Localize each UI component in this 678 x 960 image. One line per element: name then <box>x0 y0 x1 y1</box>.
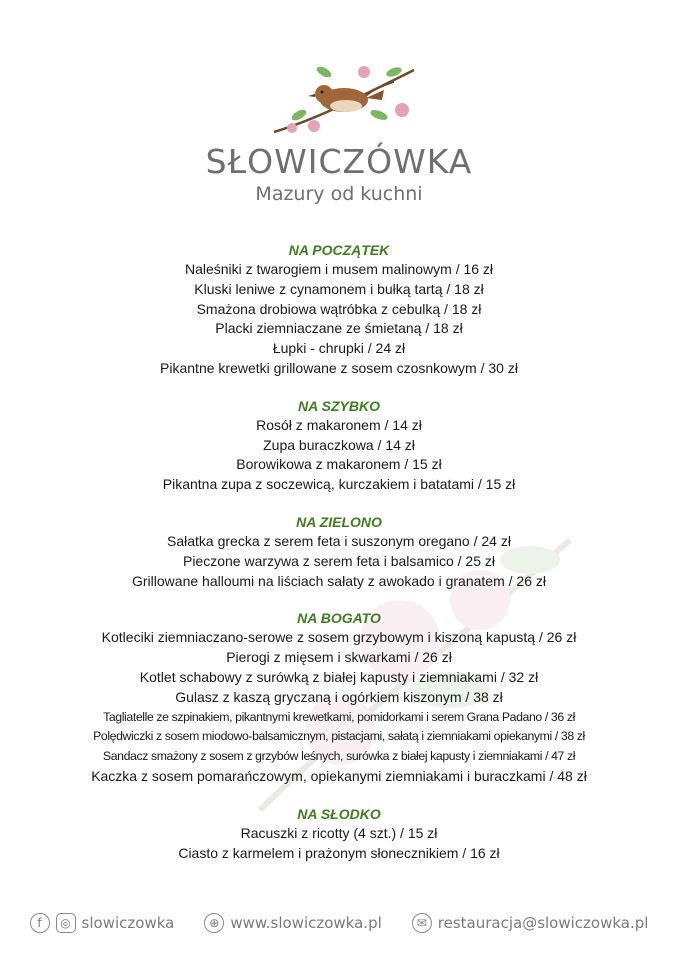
section-title: NA POCZĄTEK <box>288 242 390 258</box>
menu-section-na-szybko <box>0 396 678 495</box>
menu-item: Pikantne krewetki grillowane z sosem czosnkowym / 30 zł <box>160 359 518 376</box>
globe-icon: ⊕ <box>204 913 224 933</box>
menu-item: Pieczone warzywa z serem feta i balsamico / 25 zł <box>182 552 495 569</box>
section-title: NA BOGATO <box>297 610 381 627</box>
menu-item: Rosół z makaronem / 14 zł <box>256 416 422 433</box>
menu-section-na-zielono <box>0 512 678 591</box>
brand-name: SŁOWICZÓWKA <box>205 142 473 181</box>
email-link[interactable]: restauracja@slowiczowka.pl <box>437 914 649 932</box>
section-title: NA SZYBKO <box>298 397 380 414</box>
menu-item: Kluski leniwe z cynamonem i bułką tartą / 18 zł <box>194 280 484 297</box>
menu-item: Tagliatelle ze szpinakiem, pikantnymi krewetkami, pomidorkami i serem Grana Padano / 36 zł <box>103 709 575 724</box>
menu-item: Łupki - chrupki / 24 zł <box>272 340 406 357</box>
header <box>0 60 678 206</box>
menu-section-na-bogato <box>0 608 678 786</box>
menu-item: Grillowane halloumi na liściach sałaty z awokado i granatem / 26 zł <box>132 572 546 589</box>
menu-item: Placki ziemniaczane ze śmietaną / 18 zł <box>215 320 463 337</box>
menu-section-na-slodko <box>0 804 678 864</box>
menu-item: Sałatka grecka z serem feta i suszonym oregano / 24 zł <box>167 532 511 549</box>
menu-item: Sandacz smażony z sosem z grzybów leśnych, surówka z białej kapusty i ziemniakami / 47 zł <box>102 749 576 764</box>
menu-section-na-poczatek <box>0 240 678 379</box>
menu-item: Borowikowa z makaronem / 15 zł <box>236 456 442 473</box>
instagram-icon[interactable]: ◎ <box>56 913 76 933</box>
menu-item: Gulasz z kaszą gryczaną i ogórkiem kiszonym / 38 zł <box>175 688 503 705</box>
section-title: NA SŁODKO <box>297 805 381 822</box>
menu-item: Naleśniki z twarogiem i musem malinowym / 16 zł <box>184 261 494 277</box>
facebook-icon[interactable]: f <box>30 913 50 933</box>
menu-item: Kaczka z sosem pomarańczowym, opiekanymi ziemniakami i buraczkami / 48 zł <box>91 767 587 784</box>
menu-item: Zupa buraczkowa / 14 zł <box>263 436 415 453</box>
menu <box>0 240 678 880</box>
social-handle[interactable]: slowiczowka <box>81 914 175 932</box>
menu-item: Pikantna zupa z soczewicą, kurczakiem i batatami / 15 zł <box>162 476 516 493</box>
section-title: NA ZIELONO <box>296 513 382 530</box>
menu-item: Smażona drobiowa wątróbka z cebulką / 18 zł <box>196 300 482 317</box>
website-group <box>204 913 381 933</box>
menu-item: Kotlet schabowy z surówką z białej kapusty i ziemniakami / 32 zł <box>139 668 539 685</box>
social-group <box>30 913 175 933</box>
website-link[interactable]: www.slowiczowka.pl <box>230 914 382 932</box>
menu-item: Polędwiczki z sosem miodowo-balsamicznym, pistacjami, sałatą i ziemniakami opiekanymi / 38 zł <box>93 729 585 744</box>
menu-item: Kotleciki ziemniaczano-serowe z sosem grzybowym i kiszoną kapustą / 26 zł <box>101 629 577 646</box>
email-group <box>412 913 649 933</box>
menu-item: Racuszki z ricotty (4 szt.) / 15 zł <box>240 824 438 841</box>
menu-item: Pierogi z mięsem i skwarkami / 26 zł <box>226 649 452 666</box>
tagline: Mazury od kuchni <box>255 183 423 205</box>
mail-icon: ✉ <box>412 913 432 933</box>
menu-item: Ciasto z karmelem i prażonym słonecznikiem / 16 zł <box>178 844 500 861</box>
footer <box>0 903 678 943</box>
bird-on-branch-logo <box>254 60 424 140</box>
